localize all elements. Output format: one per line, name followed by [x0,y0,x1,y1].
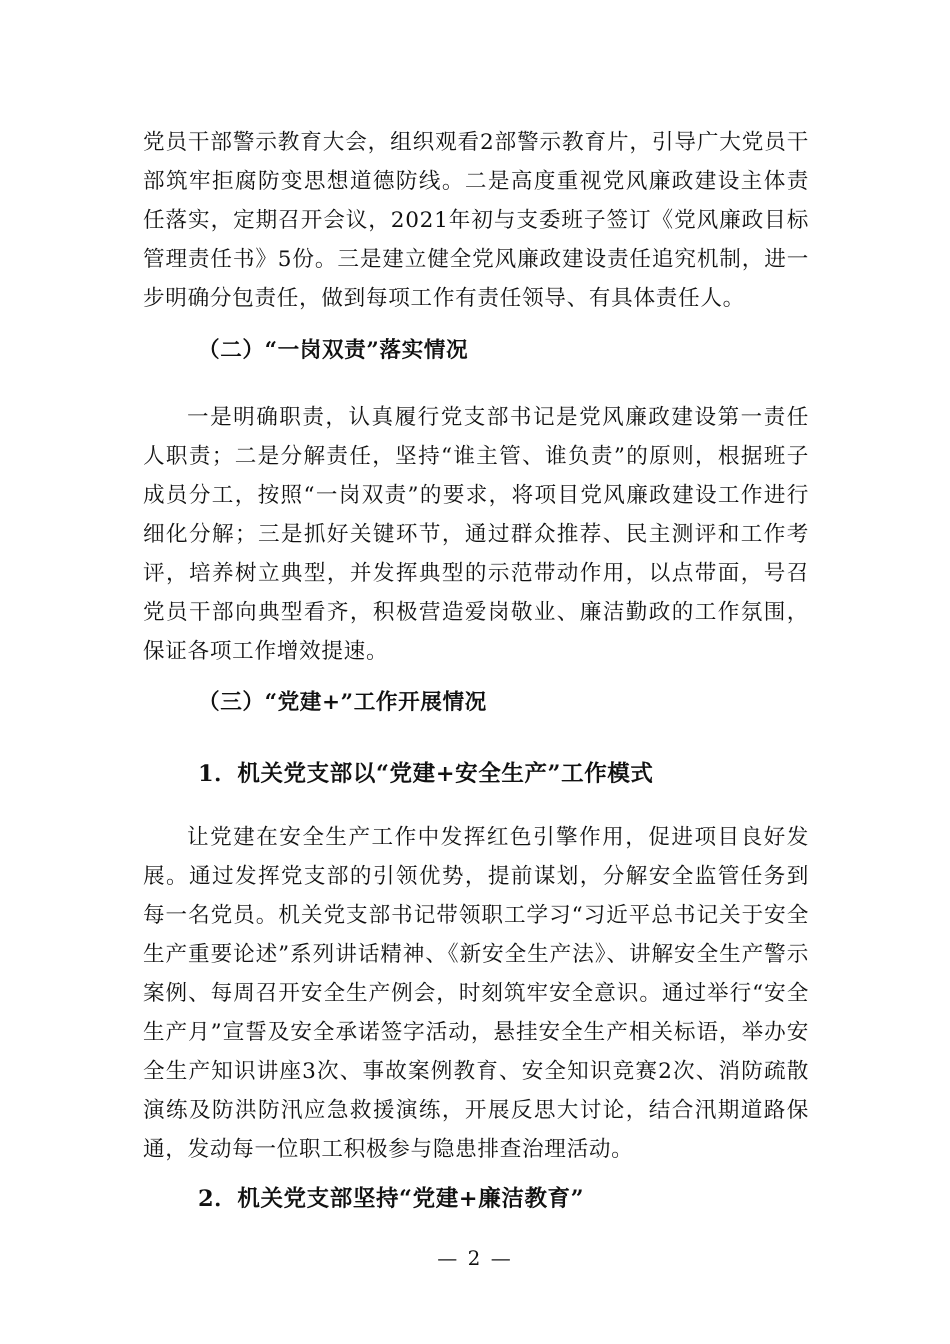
subheading-integrity: 2．机关党支部坚持“党建+廉洁教育” [198,1186,585,1212]
section-heading-2: （二）“一岗双责”落实情况 [198,338,469,363]
paragraph-continuation: 党员干部警示教育大会，组织观看2部警示教育片，引导广大党员干部筑牢拒腐防变思想道德防线。二是高度重视党风廉政建设主体责任落实，定期召开会议，2021年初与支委班子签订《党风廉政目标管理责任书》5份。三是建立健全党风廉政建设责任追究机制，进一步明确分包责任，做到每项工作有责任领导、有具体责任人。 [143,130,809,311]
paragraph-safety: 让党建在安全生产工作中发挥红色引擎作用，促进项目良好发展。通过发挥党支部的引领优势，提前谋划，分解安全监管任务到每一名党员。机关党支部书记带领职工学习“习近平总书记关于安全生产重要论述”系列讲话精神、《新安全生产法》、讲解安全生产警示案例、每周召开安全生产例会，时刻筑牢安全意识。通过举行“安全生产月”宣誓及安全承诺签字活动，悬挂安全生产相关标语，举办安全生产知识讲座3次、事故案例教育、安全知识竞赛2次、消防疏散演练及防洪防汛应急救援演练，开展反思大讨论，结合汛期道路保通，发动每一位职工积极参与隐患排查治理活动。 [143,825,809,1162]
section-heading-3: （三）“党建+”工作开展情况 [198,690,487,715]
paragraph-responsibility: 一是明确职责，认真履行党支部书记是党风廉政建设第一责任人职责；二是分解责任，坚持“谁主管、谁负责”的原则，根据班子成员分工，按照“一岗双责”的要求，将项目党风廉政建设工作进行细化分解；三是抓好关键环节，通过群众推荐、民主测评和工作考评，培养树立典型，并发挥典型的示范带动作用，以点带面，号召党员干部向典型看齐，积极营造爱岗敬业、廉洁勤政的工作氛围，保证各项工作增效提速。 [143,405,809,664]
page-number: — 2 — [437,1246,513,1270]
subheading-safety: 1．机关党支部以“党建+安全生产”工作模式 [198,761,654,787]
